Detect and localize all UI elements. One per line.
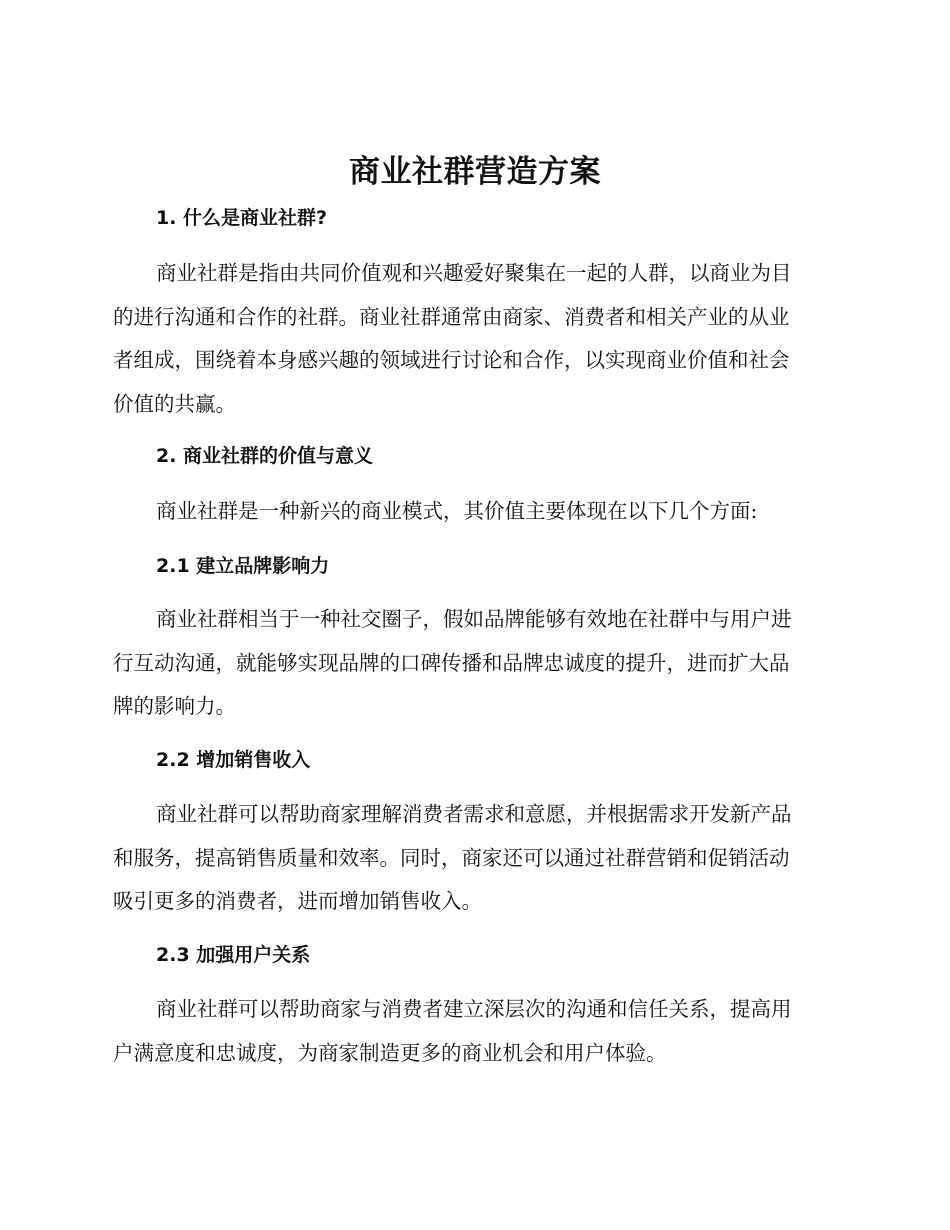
paragraph-line: 的进行沟通和合作的社群。商业社群通常由商家、消费者和相关产业的从业 — [113, 304, 790, 329]
section-heading-2-1: 2.1 建立品牌影响力 — [156, 555, 330, 577]
section-heading-2-2: 2.2 增加销售收入 — [156, 749, 311, 771]
section-paragraph-2-1 — [113, 598, 833, 729]
section-heading-2: 2. 商业社群的价值与意义 — [156, 445, 374, 467]
paragraph-line: 和服务，提高销售质量和效率。同时，商家还可以通过社群营销和促销活动 — [113, 845, 790, 870]
paragraph-line: 者组成，围绕着本身感兴趣的领域进行讨论和合作，以实现商业价值和社会 — [113, 348, 790, 372]
paragraph-line: 商业社群相当于一种社交圈子，假如品牌能够有效地在社群中与用户进 — [156, 607, 792, 631]
paragraph-line: 商业社群可以帮助商家理解消费者需求和意愿，并根据需求开发新产品 — [156, 802, 792, 826]
section-heading-1: 1. 什么是商业社群? — [156, 207, 328, 229]
paragraph-line: 商业社群可以帮助商家与消费者建立深层次的沟通和信任关系，提高用 — [156, 997, 792, 1021]
section-paragraph-2-3 — [113, 988, 833, 1075]
document-title: 商业社群营造方案 — [349, 154, 601, 190]
section-paragraph-1 — [113, 252, 833, 426]
paragraph-line: 商业社群是一种新兴的商业模式，其价值主要体现在以下几个方面: — [156, 499, 758, 523]
section-paragraph-2-2 — [113, 793, 833, 924]
paragraph-line: 户满意度和忠诚度，为商家制造更多的商业机会和用户体验。 — [113, 1040, 667, 1065]
paragraph-line: 吸引更多的消费者，进而增加销售收入。 — [113, 889, 482, 913]
section-paragraph-2 — [113, 490, 833, 534]
paragraph-line: 商业社群是指由共同价值观和兴趣爱好聚集在一起的人群，以商业为目 — [156, 261, 792, 285]
section-heading-2-3: 2.3 加强用户关系 — [156, 944, 311, 966]
paragraph-line: 价值的共赢。 — [113, 391, 236, 416]
paragraph-line: 行互动沟通，就能够实现品牌的口碑传播和品牌忠诚度的提升，进而扩大品 — [113, 650, 790, 675]
paragraph-line: 牌的影响力。 — [113, 694, 236, 718]
